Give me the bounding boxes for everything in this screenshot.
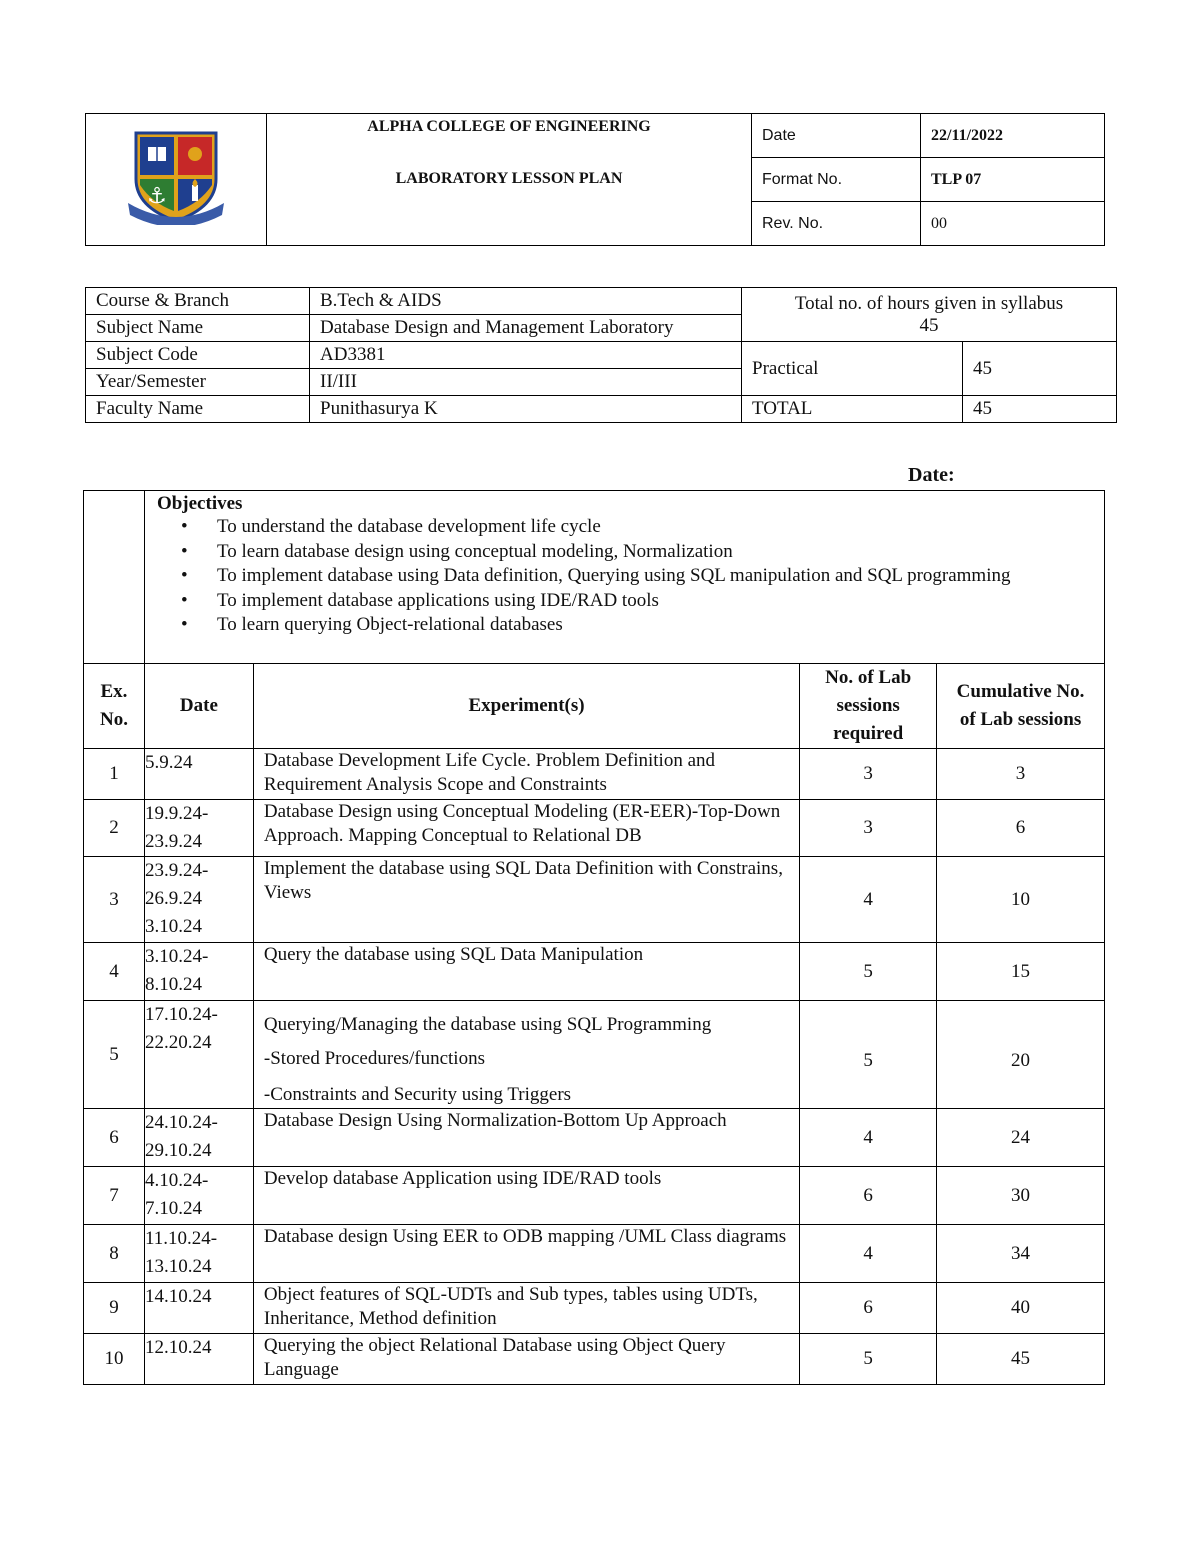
- sessions-cell: 4: [800, 1109, 937, 1167]
- date-line: 3.10.24-: [144, 946, 209, 967]
- experiment-row: [84, 857, 1105, 943]
- experiment-row: [84, 1334, 1105, 1385]
- document-title: LABORATORY LESSON PLAN: [395, 170, 623, 187]
- experiment-text: Object features of SQL-UDTs and Sub types, tables using UDTs, Inheritance, Method definition: [263, 1284, 758, 1329]
- ex-no-cell: 2: [84, 800, 145, 857]
- experiment-row: [84, 800, 1105, 857]
- experiments-body: [84, 749, 1105, 1385]
- hours-cell: [742, 288, 1117, 342]
- experiment-text: Develop database Application using IDE/RAD tools: [263, 1168, 662, 1189]
- cumulative-cell: 45: [937, 1334, 1105, 1385]
- date-line: 5.9.24: [144, 752, 193, 773]
- ex-no-header-line: No.: [99, 709, 128, 730]
- objectives-row: [84, 491, 1105, 664]
- date-cell: [144, 1109, 253, 1167]
- cumulative-header: [937, 664, 1105, 749]
- objectives-title: Objectives: [156, 493, 243, 514]
- experiment-cell: [253, 1167, 799, 1225]
- sessions-cell: 5: [800, 1001, 937, 1109]
- subject-code-label: Subject Code: [86, 342, 310, 369]
- date-line: 14.10.24: [144, 1286, 212, 1307]
- experiment-cell: [253, 1109, 799, 1167]
- date-cell: [144, 1001, 253, 1109]
- ex-no-cell: 1: [84, 749, 145, 800]
- objective-item: • To implement database using Data definition, Querying using SQL manipulation and SQL programming: [217, 564, 1100, 589]
- subject-name-label: Subject Name: [86, 315, 310, 342]
- ex-no-header-line: Ex.: [100, 681, 128, 702]
- sessions-cell: 3: [800, 749, 937, 800]
- practical-label: Practical: [742, 342, 963, 396]
- faculty-label: Faculty Name: [86, 396, 310, 423]
- date-value: 22/11/2022: [921, 114, 1105, 158]
- ex-no-header: [84, 664, 145, 749]
- date-line: 4.10.24-: [144, 1170, 209, 1191]
- cumulative-cell: 40: [937, 1283, 1105, 1334]
- sessions-cell: 6: [800, 1167, 937, 1225]
- experiment-row: [84, 1109, 1105, 1167]
- objective-item: • To implement database applications using IDE/RAD tools: [217, 589, 1100, 614]
- practical-value: 45: [963, 342, 1117, 396]
- cumulative-cell: 10: [937, 857, 1105, 943]
- sessions-header-line: No. of Lab: [825, 667, 912, 688]
- ex-no-cell: 6: [84, 1109, 145, 1167]
- cumulative-header-line: of Lab sessions: [959, 709, 1082, 730]
- cumulative-cell: 24: [937, 1109, 1105, 1167]
- subject-code-value: AD3381: [310, 342, 742, 369]
- date-line: 22.20.24: [144, 1032, 212, 1053]
- cumulative-cell: 30: [937, 1167, 1105, 1225]
- date-cell: [144, 1225, 253, 1283]
- cumulative-cell: 34: [937, 1225, 1105, 1283]
- course-info-table: [85, 287, 1117, 423]
- svg-text:⚓: ⚓: [147, 184, 167, 209]
- ex-no-cell: 10: [84, 1334, 145, 1385]
- sessions-cell: 5: [800, 1334, 937, 1385]
- date-line: 17.10.24-: [144, 1004, 218, 1025]
- ex-no-cell: 7: [84, 1167, 145, 1225]
- total-value: 45: [963, 396, 1117, 423]
- date-line: 13.10.24: [144, 1256, 212, 1277]
- format-label: Format No.: [752, 158, 921, 202]
- sessions-cell: 6: [800, 1283, 937, 1334]
- date-line: 11.10.24-: [144, 1228, 218, 1249]
- sessions-cell: 5: [800, 943, 937, 1001]
- objective-item: • To learn database design using conceptual modeling, Normalization: [217, 540, 1100, 565]
- objective-item: • To understand the database development life cycle: [217, 515, 1100, 540]
- date-line: 29.10.24: [144, 1140, 212, 1161]
- ex-no-cell: 8: [84, 1225, 145, 1283]
- experiment-cell: [253, 1001, 799, 1109]
- objectives-cell: [144, 491, 1104, 664]
- date-line: 19.9.24-: [144, 803, 209, 824]
- experiment-text: -Stored Procedures/functions: [263, 1048, 485, 1069]
- experiment-text: Database Design using Conceptual Modeling (ER-EER)-Top-Down Approach. Mapping Conceptual to Relational DB: [263, 801, 781, 846]
- year-label: Year/Semester: [86, 369, 310, 396]
- total-label: TOTAL: [742, 396, 963, 423]
- college-title-cell: [267, 114, 752, 246]
- course-value: B.Tech & AIDS: [310, 288, 742, 315]
- date-line: 7.10.24: [144, 1198, 202, 1219]
- experiment-row: [84, 749, 1105, 800]
- experiment-cell: [253, 1334, 799, 1385]
- experiment-row: [84, 1167, 1105, 1225]
- cumulative-cell: 6: [937, 800, 1105, 857]
- date-label: Date: [752, 114, 921, 158]
- date-cell: [144, 1334, 253, 1385]
- date-line: 12.10.24: [144, 1337, 212, 1358]
- ex-no-cell: 4: [84, 943, 145, 1001]
- date-cell: [144, 1167, 253, 1225]
- college-name: ALPHA COLLEGE OF ENGINEERING: [367, 118, 651, 135]
- hours-value: 45: [919, 314, 939, 336]
- rev-value: 00: [921, 202, 1105, 246]
- experiment-row: [84, 943, 1105, 1001]
- experiments-header-row: [84, 664, 1105, 749]
- date-cell: [144, 749, 253, 800]
- date-line: 8.10.24: [144, 974, 202, 995]
- experiment-text: -Constraints and Security using Triggers: [263, 1084, 572, 1105]
- sessions-header-line: sessions: [836, 695, 900, 716]
- experiment-cell: [253, 1283, 799, 1334]
- experiments-table: [83, 490, 1105, 1385]
- date-cell: [144, 943, 253, 1001]
- header-table: [85, 113, 1105, 246]
- experiment-cell: [253, 943, 799, 1001]
- objectives-list: [149, 515, 1100, 638]
- sessions-cell: 3: [800, 800, 937, 857]
- cumulative-cell: 3: [937, 749, 1105, 800]
- sessions-header: [800, 664, 937, 749]
- date-cell: [144, 1283, 253, 1334]
- sessions-cell: 4: [800, 1225, 937, 1283]
- objective-item: • To learn querying Object-relational databases: [217, 613, 1100, 638]
- year-value: II/III: [310, 369, 742, 396]
- course-label: Course & Branch: [86, 288, 310, 315]
- cumulative-cell: 20: [937, 1001, 1105, 1109]
- ex-no-cell: 5: [84, 1001, 145, 1109]
- hours-label: Total no. of hours given in syllabus: [794, 292, 1064, 314]
- faculty-value: Punithasurya K: [310, 396, 742, 423]
- rev-label: Rev. No.: [752, 202, 921, 246]
- format-value: TLP 07: [921, 158, 1105, 202]
- experiment-row: [84, 1225, 1105, 1283]
- college-crest-logo: [126, 129, 226, 225]
- date-line: 3.10.24: [144, 916, 202, 937]
- experiment-header: Experiment(s): [253, 664, 799, 749]
- sessions-header-line: required: [833, 723, 904, 744]
- date-cell: [144, 857, 253, 943]
- experiment-text: Query the database using SQL Data Manipulation: [263, 944, 644, 965]
- date-line: 26.9.24: [144, 888, 202, 909]
- objectives-spacer-cell: [84, 491, 145, 664]
- experiment-cell: [253, 749, 799, 800]
- experiment-text: Implement the database using SQL Data Definition with Constrains, Views: [263, 858, 783, 903]
- ex-no-cell: 3: [84, 857, 145, 943]
- experiment-text: Database Design Using Normalization-Bottom Up Approach: [263, 1110, 727, 1131]
- experiment-row: [84, 1001, 1105, 1109]
- cumulative-cell: 15: [937, 943, 1105, 1001]
- date-header: Date: [144, 664, 253, 749]
- subject-name-value: Database Design and Management Laboratory: [310, 315, 742, 342]
- experiment-cell: [253, 800, 799, 857]
- cumulative-header-line: Cumulative No.: [956, 681, 1085, 702]
- date-line: 23.9.24: [144, 831, 202, 852]
- date-line: 24.10.24-: [144, 1112, 218, 1133]
- ex-no-cell: 9: [84, 1283, 145, 1334]
- experiment-text: Querying the object Relational Database using Object Query Language: [263, 1335, 726, 1380]
- experiment-text: Database Development Life Cycle. Problem Definition and Requirement Analysis Scope and Constraints: [263, 750, 716, 795]
- experiment-text: Database design Using EER to ODB mapping /UML Class diagrams: [263, 1226, 787, 1247]
- date-line: 23.9.24-: [144, 860, 209, 881]
- logo-cell: [86, 114, 267, 246]
- date-cell: [144, 800, 253, 857]
- date-heading: Date:: [908, 464, 955, 486]
- experiment-cell: [253, 1225, 799, 1283]
- experiment-row: [84, 1283, 1105, 1334]
- experiment-cell: [253, 857, 799, 943]
- experiment-text: Querying/Managing the database using SQL Programming: [263, 1014, 712, 1035]
- sessions-cell: 4: [800, 857, 937, 943]
